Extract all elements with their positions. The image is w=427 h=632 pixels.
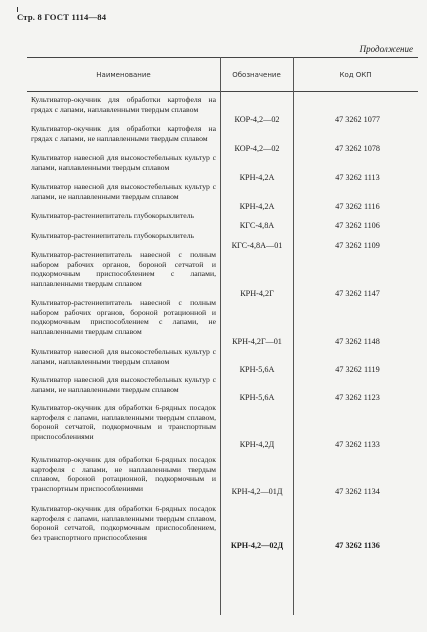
row-okp: 47 3262 1134 xyxy=(335,487,380,496)
row-name: Культиватор-окучник для обработки 6-рядных посадок картофеля с лапами, не наплавленными твердым сплавом, бороной ротационной, подкормочным и транспортным приспособлениями xyxy=(31,455,216,493)
row-code: КОР-4,2—02 xyxy=(234,115,280,124)
products-table xyxy=(27,57,418,615)
row-okp: 47 3262 1116 xyxy=(335,202,380,211)
row-name: Культиватор навесной для высокостебельных культур с лапами, наплавленными твердым сплавом xyxy=(31,347,216,366)
row-okp: 47 3262 1133 xyxy=(335,440,380,449)
row-okp: 47 3262 1136 xyxy=(335,541,380,550)
row-okp: 47 3262 1113 xyxy=(335,173,380,182)
row-code: КРН-4,2А xyxy=(239,173,275,182)
row-name: Культиватор-растениепитатель навесной с полным набором рабочих органов, бороной ротационной и подкормочным приспособлением с лапами, не наплавленными твердым сплавом xyxy=(31,298,216,336)
continuation-label: Продолжение xyxy=(359,44,413,54)
row-okp: 47 3262 1147 xyxy=(335,289,380,298)
row-code: КРН-4,2А xyxy=(239,202,275,211)
row-okp: 47 3262 1148 xyxy=(335,337,380,346)
row-okp: 47 3262 1123 xyxy=(335,393,380,402)
row-code: КРН-5,6А xyxy=(239,393,275,402)
column-divider-2 xyxy=(293,57,294,615)
table-top-border xyxy=(27,57,418,58)
table-header-border xyxy=(27,91,418,92)
row-code: КРН-4,2Г—01 xyxy=(232,337,282,346)
row-name: Культиватор-окучник для обработки 6-рядных посадок картофеля с лапами, наплавленными твердым сплавом, бороной сетчатой, подкормочным и транспортным приспособлениями xyxy=(31,403,216,441)
row-name: Культиватор-окучник для обработки картофеля на грядах с лапами, не наплавленными твердым сплавом xyxy=(31,124,216,143)
row-name: Культиватор-растениепитатель навесной с полным набором рабочих органов, бороной сетчатой и подкормочным приспособлением с лапами, наплавленными твердым сплавом xyxy=(31,250,216,288)
row-code: КОР-4,2—02 xyxy=(234,144,280,153)
row-name: Культиватор-растениепитатель глубокорыхлитель xyxy=(31,211,195,220)
row-okp: 47 3262 1077 xyxy=(334,115,381,124)
row-code: КРН-4,2Д xyxy=(239,440,275,449)
row-okp: 47 3262 1119 xyxy=(335,365,380,374)
row-code: КРН-4,2—02Д xyxy=(230,541,284,550)
row-name: Культиватор-окучник для обработки картофеля на грядах с лапами, наплавленными твердым сплавом xyxy=(31,95,216,114)
row-code: КРН-4,2Г xyxy=(240,289,274,298)
column-header-code: Обозначение xyxy=(232,71,281,79)
row-code: КРН-5,6А xyxy=(239,365,275,374)
row-name: Культиватор навесной для высокостебельных культур с лапами, не наплавленными твердым сплавом xyxy=(31,182,216,201)
row-okp: 47 3262 1109 xyxy=(335,241,380,250)
column-divider-1 xyxy=(220,57,221,615)
row-name: Культиватор навесной для высокостебельных культур с лапами, наплавленными твердым сплавом xyxy=(31,153,216,172)
column-header-okp: Код ОКП xyxy=(339,71,372,79)
page-header: Стр. 8 ГОСТ 1114—84 xyxy=(17,12,107,22)
row-name: Культиватор-растениепитатель глубокорыхлитель xyxy=(31,231,195,240)
row-code: КРН-4,2—01Д xyxy=(231,487,283,496)
row-okp: 47 3262 1106 xyxy=(335,221,380,230)
column-header-name: Наименование xyxy=(96,71,151,79)
row-code: КГС-4,8А—01 xyxy=(231,241,283,250)
row-name: Культиватор-окучник для обработки 6-рядных посадок картофеля с лапами, наплавленными твердым сплавом, бороной сетчатой, подкормочным приспособлением, без транспортного приспособления xyxy=(31,504,216,542)
row-okp: 47 3262 1078 xyxy=(334,144,381,153)
row-name: Культиватор навесной для высокостебельных культур с лапами, не наплавленными твердым сплавом xyxy=(31,375,216,394)
row-code: КГС-4,8А xyxy=(239,221,275,230)
